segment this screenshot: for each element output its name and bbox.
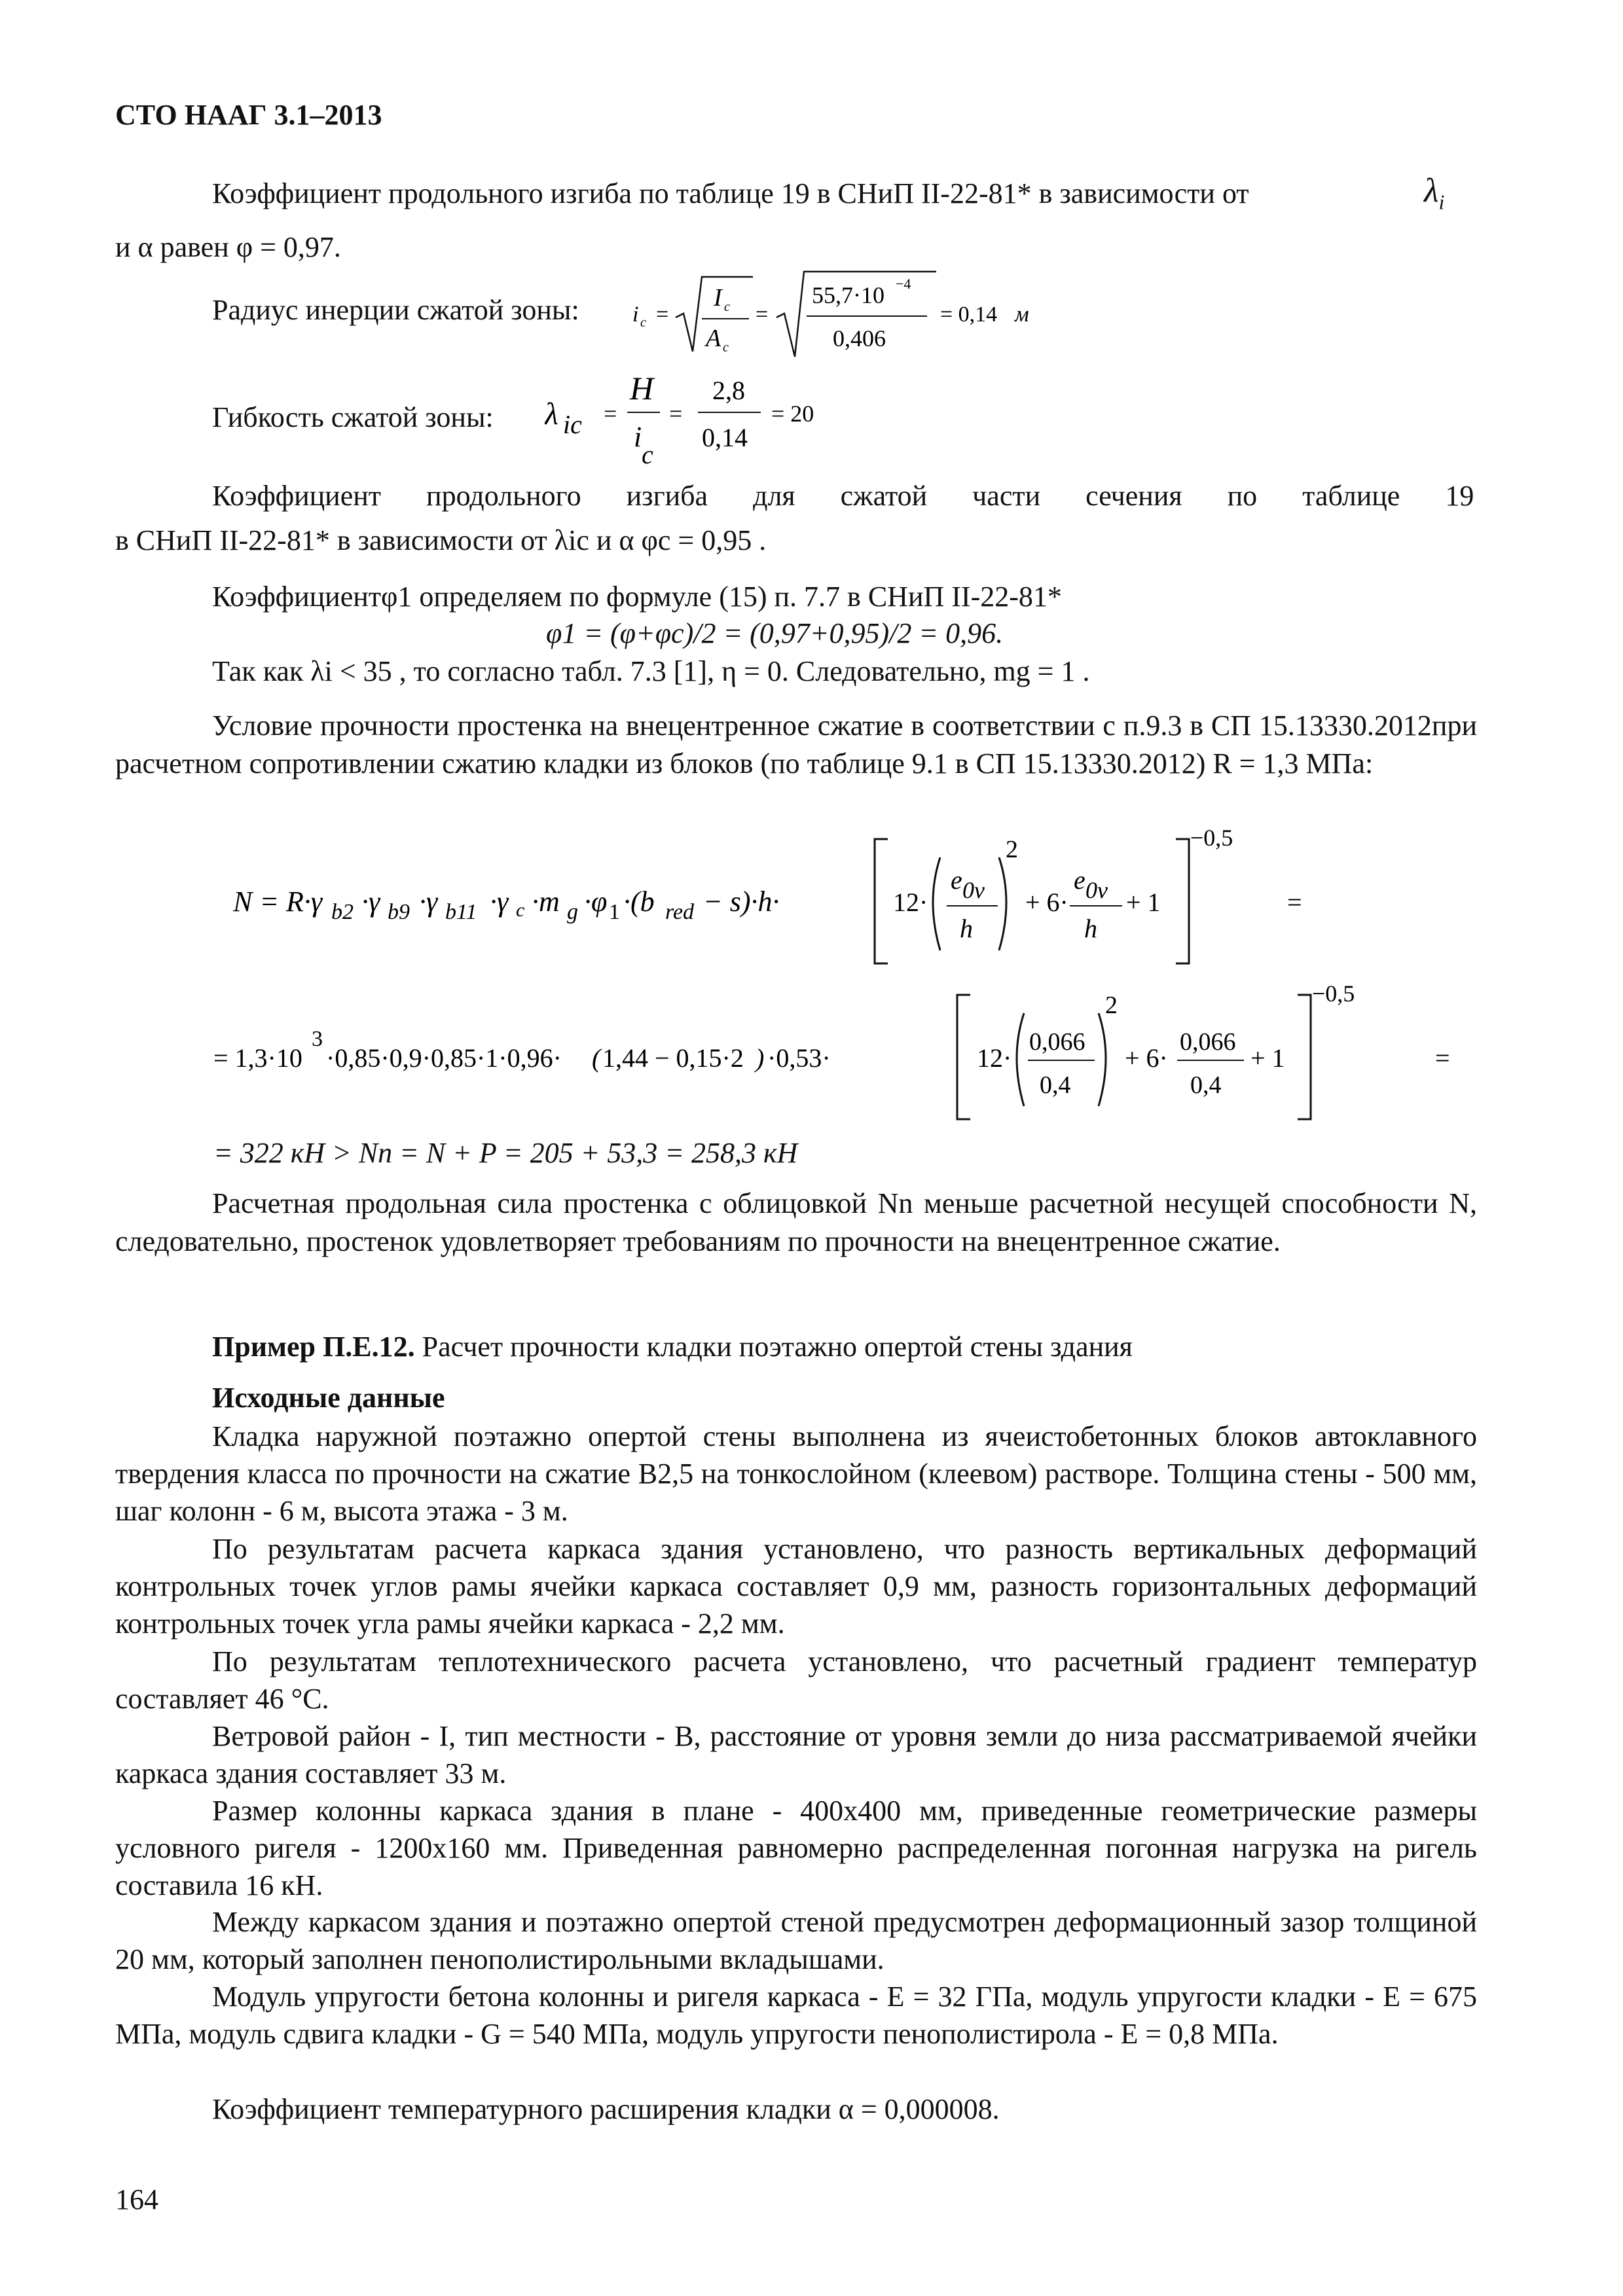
svg-text:0,066: 0,066 <box>1180 1028 1236 1056</box>
svg-text:−0,5: −0,5 <box>1312 982 1355 1007</box>
svg-text:(: ( <box>592 1043 601 1073</box>
svg-text:=: = <box>669 401 683 427</box>
svg-text:м: м <box>1015 302 1029 327</box>
data-paragraph-2: По результатам расчета каркаса здания установлено, что разность вертикальных деформаций контрольных точек углов рамы ячейки каркаса составляет 0,9 мм, разность горизонтальных деформаций контрольных точек угла рамы ячейки каркаса - 2,2 мм. <box>115 1533 1477 1640</box>
page-number: 164 <box>115 2183 158 2215</box>
svg-text:·m: ·m <box>532 886 560 918</box>
svg-text:H: H <box>630 370 654 406</box>
equation-3: = 322 кН > Nn = N + P = 205 + 53,3 = 258,3 кН <box>213 1137 798 1169</box>
svg-text:0,14: 0,14 <box>702 423 748 452</box>
svg-text:i: i <box>634 421 642 453</box>
p2-line2: в СНиП II-22-81* в зависимости от λic и α φc = 0,95 . <box>115 524 767 556</box>
svg-text:·0,85·0,9·0,85·1·0,96·: ·0,85·0,9·0,85·1·0,96· <box>326 1043 562 1073</box>
svg-text:=: = <box>604 401 617 427</box>
svg-text:+ 6·: + 6· <box>1125 1043 1168 1073</box>
svg-text:c: c <box>640 315 646 330</box>
svg-text:b9: b9 <box>388 900 410 924</box>
example-title: Расчет прочности кладки поэтажно опертой стены здания <box>414 1331 1133 1363</box>
svg-text:h: h <box>960 914 973 943</box>
data-paragraph-4: Ветровой район - I, тип местности - В, расстояние от уровня земли до низа рассматриваемой ячейки каркаса здания составляет 33 м. <box>115 1720 1477 1789</box>
svg-text:·γ: ·γ <box>419 886 438 918</box>
svg-text:=: = <box>756 302 769 327</box>
svg-text:3: 3 <box>312 1027 323 1051</box>
svg-text:e: e <box>1074 865 1085 895</box>
p5-paragraph: Условие прочности простенка на внецентренное сжатие в соответствии с п.9.3 в СП 15.13330.2012при расчетном сопротивлении сжатию кладки из блоков (по таблице 9.1 в СП 15.13330.2012) R = 1,3 МПа: <box>115 709 1477 780</box>
svg-text:0,066: 0,066 <box>1029 1028 1085 1056</box>
svg-text:): ) <box>756 1043 765 1073</box>
svg-text:=: = <box>656 302 669 327</box>
svg-text:=: = <box>1287 888 1302 917</box>
radius-formula <box>629 265 1087 370</box>
p3-formula: φ1 = (φ+φc)/2 = (0,97+0,95)/2 = 0,96. <box>546 617 1004 649</box>
svg-text:0v: 0v <box>1085 877 1108 903</box>
svg-text:g: g <box>567 900 578 924</box>
svg-text:I: I <box>714 284 722 312</box>
svg-text:0,4: 0,4 <box>1040 1071 1071 1099</box>
data-paragraph-3: По результатам теплотехнического расчета установлено, что расчетный градиент температур составляет 46 °С. <box>115 1645 1477 1715</box>
svg-text:red: red <box>665 900 695 924</box>
svg-text:·γ: ·γ <box>361 886 380 918</box>
flex-label: Гибкость сжатой зоны: <box>212 401 494 433</box>
svg-text:·(b: ·(b <box>623 886 655 918</box>
svg-text:= 20: = 20 <box>771 401 814 427</box>
svg-text:+ 6·: + 6· <box>1025 888 1068 917</box>
flex-formula <box>545 365 859 490</box>
svg-text:2: 2 <box>1006 836 1018 863</box>
equation-2 <box>213 982 1457 1139</box>
data-paragraph-5: Размер колонны каркаса здания в плане - 400х400 мм, приведенные геометрические размеры условного ригеля - 1200х160 мм. Приведенная равномерно распределенная погонная нагрузка на ригель составила 16 кН. <box>115 1795 1477 1901</box>
svg-text:= 1,3·10: = 1,3·10 <box>213 1043 302 1073</box>
svg-text:2: 2 <box>1105 992 1118 1019</box>
svg-text:55,7·10: 55,7·10 <box>812 282 884 308</box>
lambda-i-symbol: $\lambda_i$ <box>1424 172 1445 214</box>
svg-text:c: c <box>516 899 525 921</box>
example-heading <box>212 1330 1133 1363</box>
svg-text:−4: −4 <box>896 276 911 292</box>
p1-text: Коэффициент продольного изгиба по таблице 19 в СНиП II-22-81* в зависимости от <box>212 177 1249 209</box>
svg-text:ic: ic <box>563 410 582 439</box>
svg-text:·0,53·: ·0,53· <box>767 1043 831 1073</box>
svg-text:·φ: ·φ <box>584 886 608 918</box>
svg-text:=: = <box>1435 1043 1450 1073</box>
svg-text:+ 1: + 1 <box>1126 888 1161 917</box>
svg-text:c: c <box>723 340 729 355</box>
data-paragraph-1: Кладка наружной поэтажно опертой стены выполнена из ячеистобетонных блоков автоклавного твердения класса по прочности на сжатие В2,5 на тонкослойном (клеевом) растворе. Толщина стены - 500 мм, шаг колонн - 6 м, высота этажа - 3 м. <box>115 1420 1477 1527</box>
svg-text:12·: 12· <box>893 888 928 917</box>
p6-paragraph: Расчетная продольная сила простенка с облицовкой Nn меньше расчетной несущей способности N, следовательно, простенок удовлетворяет требованиям по прочности на внецентренное сжатие. <box>115 1187 1477 1257</box>
svg-text:c: c <box>642 440 653 469</box>
initial-data-heading: Исходные данные <box>212 1382 445 1414</box>
svg-text:= 0,14: = 0,14 <box>940 302 998 327</box>
document-header: СТО НААГ 3.1–2013 <box>115 99 382 131</box>
data-paragraph-6: Между каркасом здания и поэтажно опертой стеной предусмотрен деформационный зазор толщиной 20 мм, который заполнен пенополистирольными вкладышами. <box>115 1906 1477 1975</box>
svg-text:h: h <box>1084 914 1097 943</box>
svg-text:0,406: 0,406 <box>833 325 886 351</box>
equation-1 <box>233 826 1346 984</box>
svg-text:1: 1 <box>609 900 620 924</box>
svg-text:−0,5: −0,5 <box>1190 826 1233 851</box>
svg-text:b11: b11 <box>445 900 477 924</box>
p4-line: Так как λi < 35 , то согласно табл. 7.3 [1], η = 0. Следовательно, mg = 1 . <box>212 655 1090 687</box>
radius-label: Радиус инерции сжатой зоны: <box>212 294 579 326</box>
svg-text:A: A <box>706 325 721 352</box>
svg-text:2,8: 2,8 <box>712 376 745 405</box>
svg-text:c: c <box>724 300 730 314</box>
svg-text:1,44 − 0,15·2: 1,44 − 0,15·2 <box>602 1043 744 1073</box>
p2-text-a: Коэффициент продольного изгиба для сжатой части сечения по таблице 19 <box>212 480 1474 512</box>
example-number: Пример П.Е.12. <box>212 1331 415 1363</box>
svg-text:e: e <box>951 865 962 895</box>
svg-text:− s)·h·: − s)·h· <box>703 886 780 918</box>
p2-line1 <box>212 479 1477 512</box>
svg-text:b2: b2 <box>331 900 354 924</box>
svg-text:N = R·γ: N = R·γ <box>233 886 323 918</box>
svg-text:λ: λ <box>545 397 558 431</box>
svg-text:0,4: 0,4 <box>1190 1071 1222 1099</box>
svg-text:+ 1: + 1 <box>1250 1043 1285 1073</box>
data-paragraph-7: Модуль упругости бетона колонны и ригеля каркаса - E = 32 ГПа, модуль упругости кладки - E = 675 МПа, модуль сдвига кладки - G = 540 МПа, модуль упругости пенополистирола - E = 0,8 МПа. <box>115 1981 1477 2050</box>
p3-line: Коэффициентφ1 определяем по формуле (15) п. 7.7 в СНиП II-22-81* <box>212 581 1062 613</box>
svg-text:0v: 0v <box>962 877 985 903</box>
p1-line1 <box>212 177 1249 210</box>
svg-text:·γ: ·γ <box>490 886 509 918</box>
p1-line2: и α равен φ = 0,97. <box>115 231 341 263</box>
data-paragraph-8: Коэффициент температурного расширения кладки α = 0,000008. <box>212 2093 1000 2125</box>
svg-text:12·: 12· <box>977 1043 1012 1073</box>
svg-text:i: i <box>632 302 639 327</box>
